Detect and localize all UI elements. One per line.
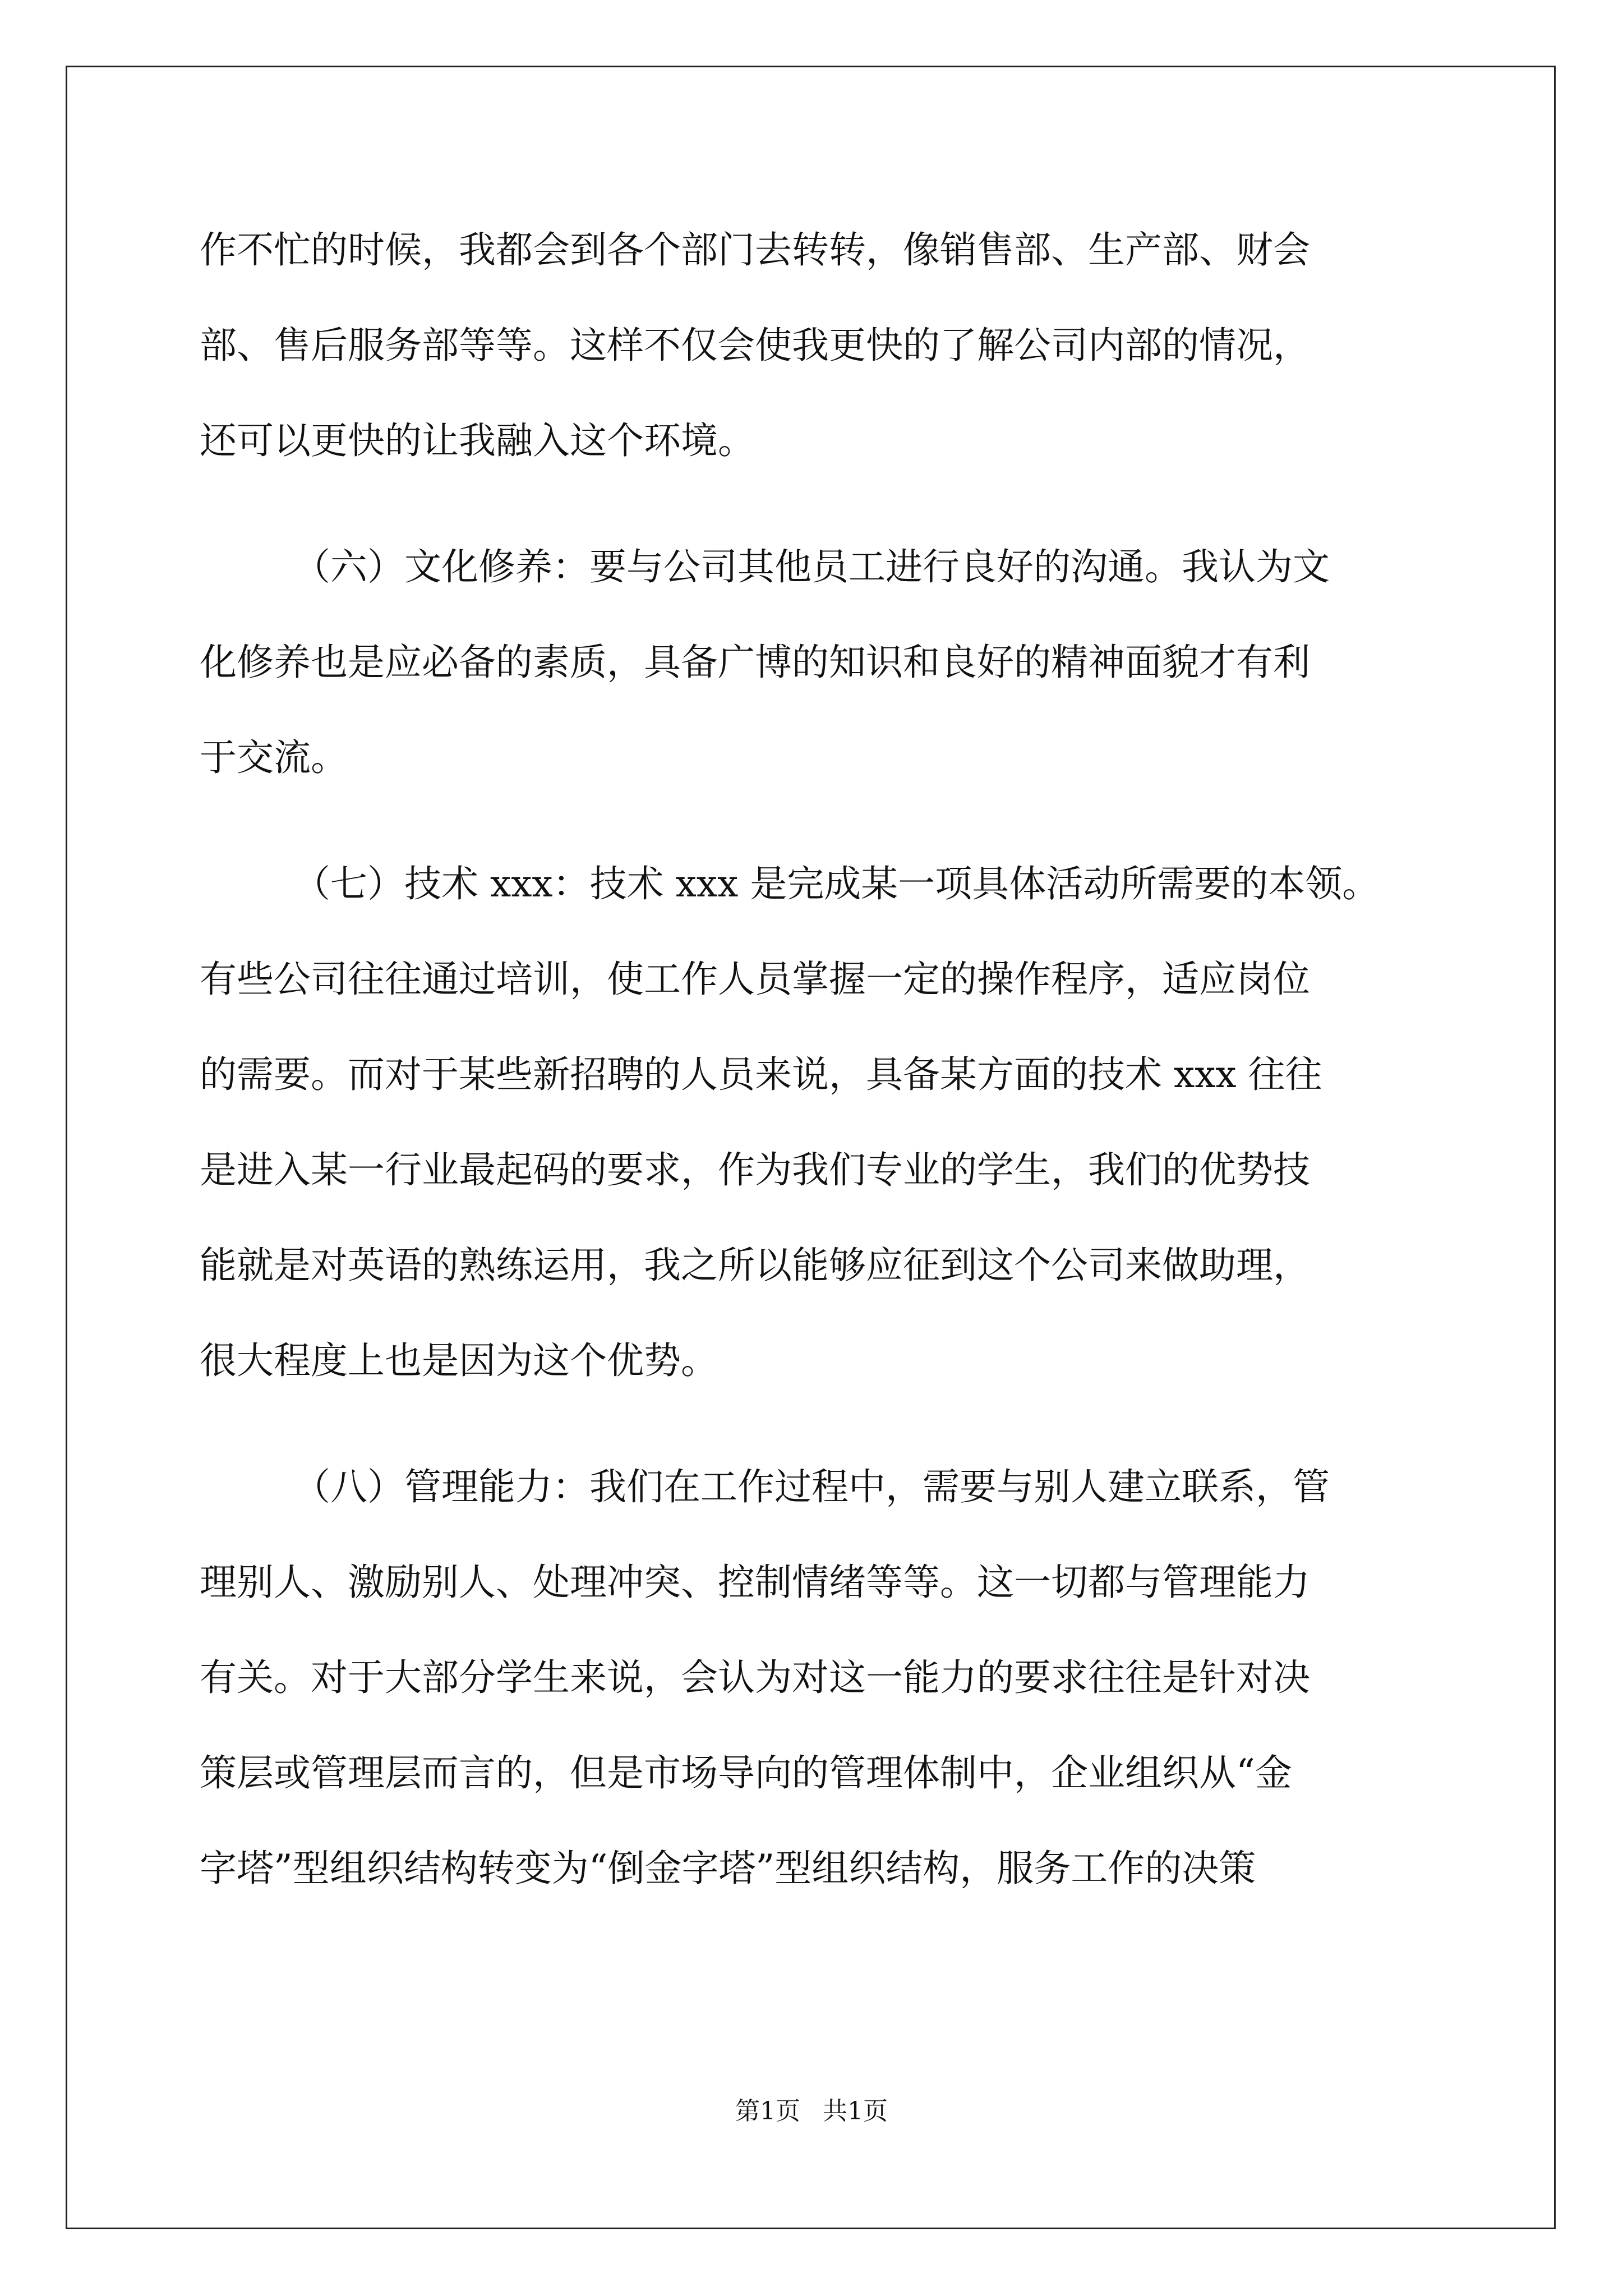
- text-line: 是进入某一行业最起码的要求，作为我们专业的学生，我们的优势技: [200, 1148, 1310, 1191]
- page-number: 第1页: [735, 2097, 800, 2125]
- paragraph-start-line: （六）文化修养：要与公司其他员工进行良好的沟通。我认为文: [293, 545, 1330, 588]
- text-line: 还可以更快的让我融入这个环境。: [200, 419, 755, 462]
- text-line: 能就是对英语的熟练运用，我之所以能够应征到这个公司来做助理，: [200, 1244, 1310, 1287]
- text-line: 于交流。: [200, 736, 348, 779]
- text-line: 很大程度上也是因为这个优势。: [200, 1339, 718, 1382]
- text-line: 的需要。而对于某些新招聘的人员来说，具备某方面的技术 xxx 往往: [200, 1053, 1322, 1096]
- text-line: 策层或管理层而言的，但是市场导向的管理体制中，企业组织从“金: [200, 1751, 1292, 1795]
- paragraph-start-line: （七）技术 xxx：技术 xxx 是完成某一项具体活动所需要的本领。: [293, 862, 1380, 905]
- text-line: 有些公司往往通过培训，使工作人员掌握一定的操作程序，适应岗位: [200, 958, 1310, 1001]
- text-line: 理别人、激励别人、处理冲突、控制情绪等等。这一切都与管理能力: [200, 1561, 1310, 1604]
- page-footer: [0, 2095, 1623, 2128]
- text-line: 有关。对于大部分学生来说，会认为对这一能力的要求往往是针对决: [200, 1656, 1310, 1699]
- text-line: 字塔”型组织结构转变为“倒金字塔”型组织结构，服务工作的决策: [200, 1847, 1256, 1890]
- text-line: 部、售后服务部等等。这样不仅会使我更快的了解公司内部的情况，: [200, 324, 1310, 367]
- text-line: 化修养也是应必备的素质，具备广博的知识和良好的精神面貌才有利: [200, 641, 1310, 684]
- page-total: 共1页: [823, 2097, 888, 2125]
- paragraph-start-line: （八）管理能力：我们在工作过程中，需要与别人建立联系，管: [293, 1465, 1330, 1508]
- text-line: 作不忙的时候，我都会到各个部门去转转，像销售部、生产部、财会: [200, 228, 1310, 272]
